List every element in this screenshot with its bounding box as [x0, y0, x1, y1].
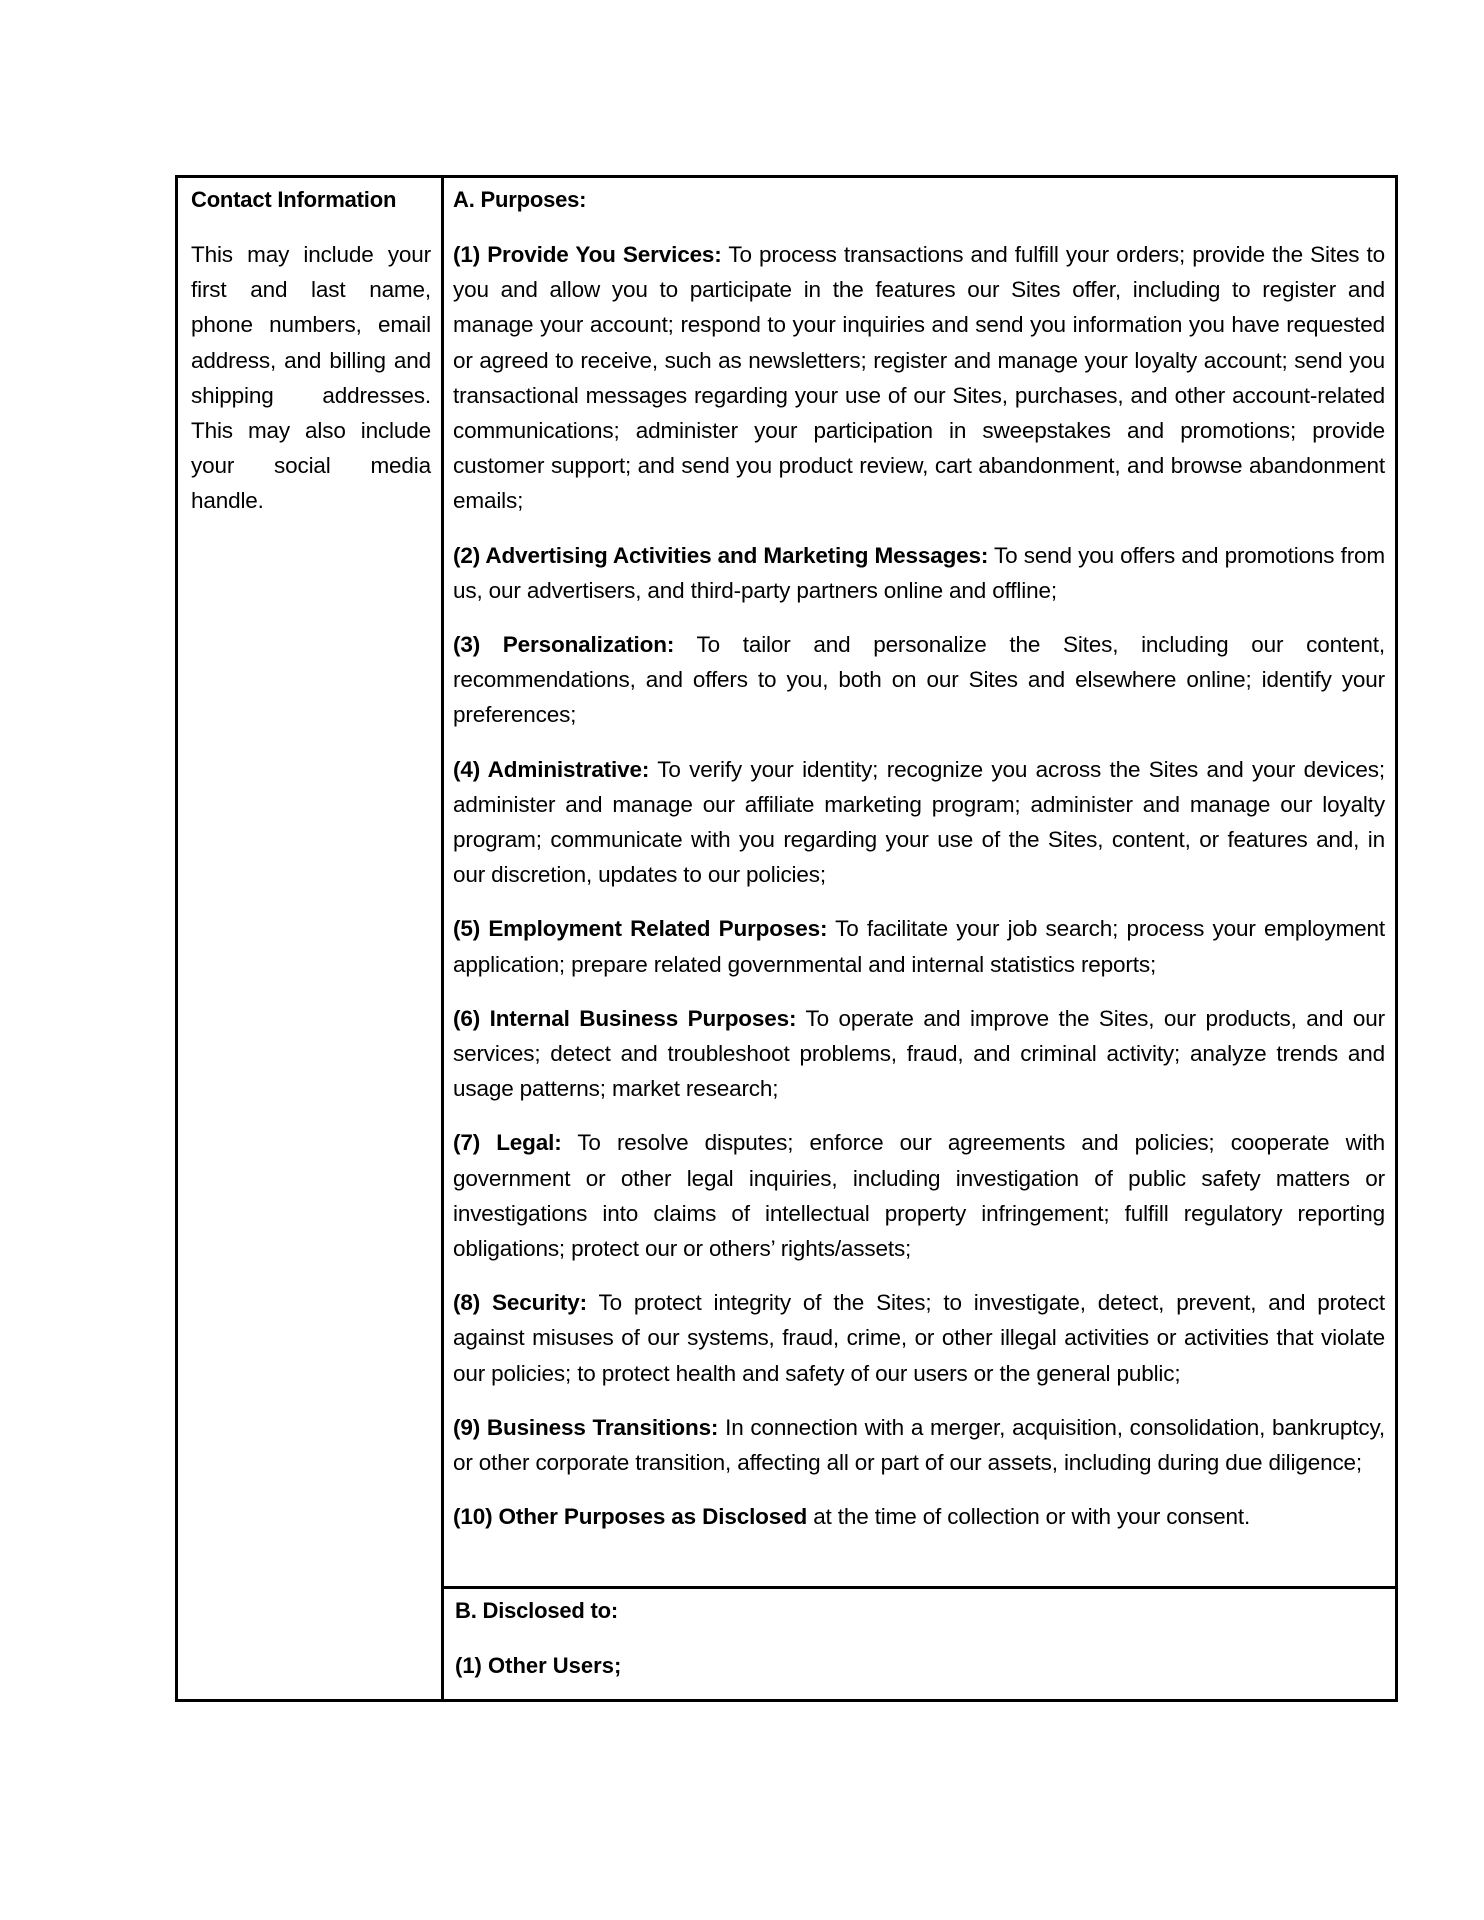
- purpose-text: To facilitate your job search; process your employment application; prepare related governmental and internal statistics reports;: [453, 916, 1386, 977]
- disclosed-to-item: (1) Other Users;: [455, 1653, 622, 1678]
- purpose-item: [453, 911, 1385, 981]
- purpose-text: To protect integrity of the Sites; to investigate, detect, prevent, and protect against misuses of our systems, fraud, crime, or other illegal activities or activities that violate our policies; to protect health and safety of our users or the general public;: [453, 1290, 1385, 1386]
- category-cell: [178, 178, 444, 1699]
- purpose-label: (10) Other Purposes as Disclosed: [453, 1504, 808, 1530]
- category-description: This may include your first and last name, phone numbers, email address, and billing and shipping addresses. This may also include your social media handle.: [191, 242, 431, 514]
- purpose-item: [453, 1285, 1385, 1391]
- purpose-item: [453, 1410, 1385, 1480]
- purpose-label: (5) Employment Related Purposes:: [453, 916, 828, 942]
- purpose-label: (2) Advertising Activities and Marketing Messages:: [453, 542, 989, 568]
- purposes-cell: [444, 178, 1395, 1589]
- purpose-label: (9) Business Transitions:: [453, 1414, 719, 1440]
- purpose-text: To resolve disputes; enforce our agreements and policies; cooperate with government or other legal inquiries, including investigation of public safety matters or investigations into claims of intellectual property infringement; fulfill regulatory reporting obligations; protect our or others’ rights/assets;: [453, 1130, 1385, 1262]
- purpose-text: To send you offers and promotions from us, our advertisers, and third-party partners online and offline;: [453, 542, 1386, 603]
- purpose-item: [453, 538, 1385, 608]
- purpose-item: [453, 1001, 1385, 1107]
- details-column: [444, 178, 1395, 1699]
- purpose-label: (1) Provide You Services:: [453, 242, 722, 267]
- purpose-text: To verify your identity; recognize you across the Sites and your devices; administer and manage our affiliate marketing program; administer and manage our loyalty program; communicate with you regarding your use of the Sites, content, or features and, in our discretion, updates to our policies;: [453, 756, 1385, 888]
- purpose-label: (6) Internal Business Purposes:: [453, 1005, 797, 1031]
- purpose-item: [453, 237, 1385, 519]
- purpose-item: [453, 1499, 1385, 1534]
- purpose-item: [453, 1125, 1385, 1266]
- purpose-text: In connection with a merger, acquisition, consolidation, bankruptcy, or other corporate transition, affecting all or part of our assets, including during due diligence;: [453, 1414, 1385, 1476]
- purpose-label: (4) Administrative:: [453, 756, 650, 782]
- purpose-label: (3) Personalization:: [453, 632, 675, 658]
- purpose-label: (7) Legal:: [453, 1130, 562, 1156]
- purpose-text: To process transactions and fulfill your orders; provide the Sites to you and allow you to participate in the features our Sites offer, including to register and manage your account; respond to your inquiries and send you information you have requested or agreed to receive, such as newsletters; register and manage your loyalty account; send you transactional messages regarding your use of our Sites, purchases, and other account-related communications; administer your participation in sweepstakes and promotions; provide customer support; and send you product review, cart abandonment, and browse abandonment emails;: [453, 242, 1386, 514]
- data-use-table: [175, 175, 1398, 1702]
- purpose-item: [453, 627, 1385, 733]
- category-heading: Contact Information: [191, 187, 397, 212]
- purpose-text: To tailor and personalize the Sites, including our content, recommendations, and offers to you, both on our Sites and elsewhere online; identify your preferences;: [453, 632, 1385, 728]
- purpose-text: at the time of collection or with your consent.: [807, 1504, 1251, 1530]
- purpose-label: (8) Security:: [453, 1290, 587, 1316]
- purpose-text: To operate and improve the Sites, our products, and our services; detect and troubleshoot problems, fraud, and criminal activity; analyze trends and usage patterns; market research;: [453, 1005, 1385, 1102]
- purpose-item: [453, 752, 1385, 893]
- disclosed-to-cell: [444, 1589, 1395, 1699]
- purposes-heading: A. Purposes:: [453, 187, 587, 212]
- disclosed-to-heading: B. Disclosed to:: [455, 1598, 619, 1623]
